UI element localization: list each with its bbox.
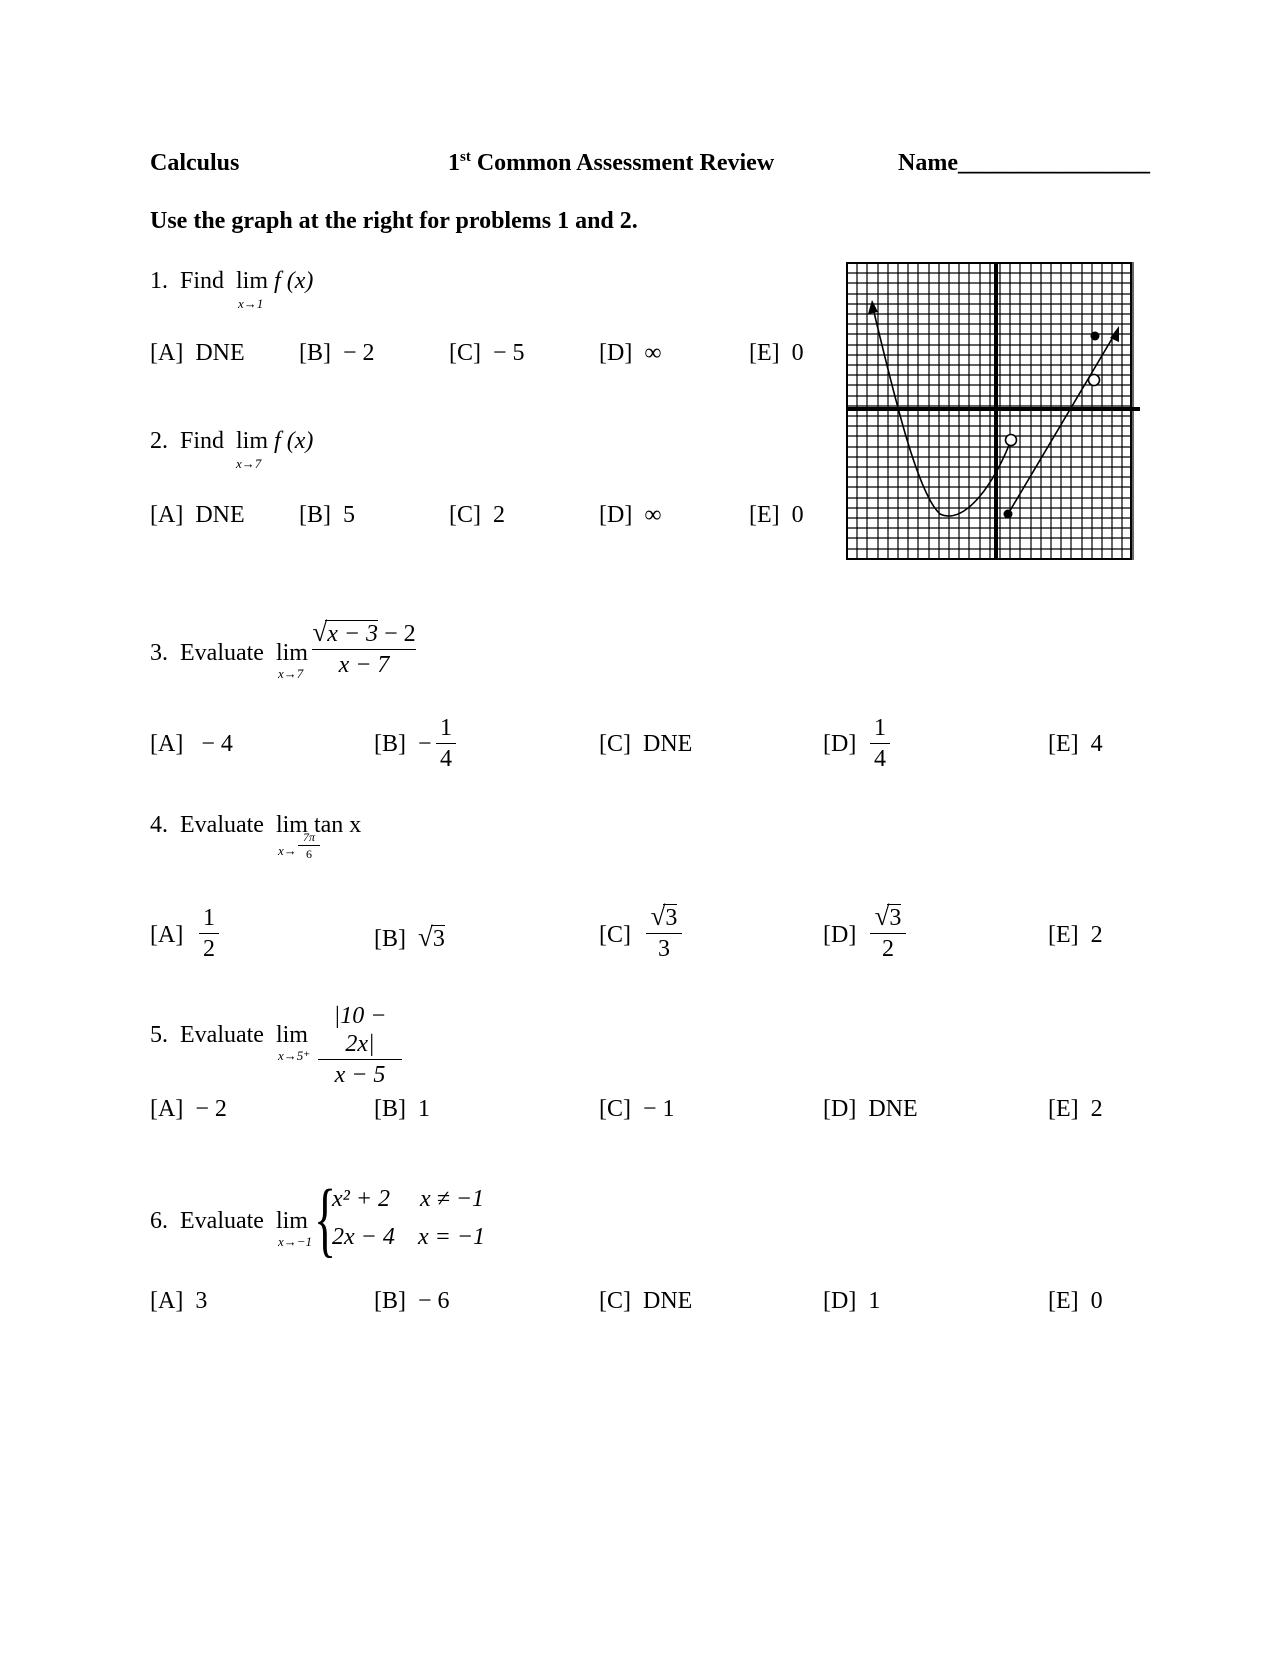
answer-option: [D] xyxy=(823,731,857,757)
piecewise-condition-1: x ≠ −1 xyxy=(420,1186,485,1212)
answer-fraction: 1 4 xyxy=(436,714,456,773)
answer-option: [A] DNE xyxy=(150,502,245,528)
answer-option: [C] − 1 xyxy=(599,1096,675,1122)
problem-statement: 5. Evaluate lim xyxy=(150,1022,308,1048)
function-graph xyxy=(846,262,1140,560)
answer-option: [A] DNE xyxy=(150,340,245,366)
piecewise-case-1: x² + 2 xyxy=(332,1186,391,1212)
answer-option: [C] − 5 xyxy=(449,340,525,366)
answer-option: [D] ∞ xyxy=(599,502,662,528)
answer-option: [B] √3 xyxy=(374,922,445,952)
answer-option: [E] 0 xyxy=(1048,1288,1103,1314)
answer-option: [E] 2 xyxy=(1048,1096,1103,1122)
piecewise-condition-2: x = −1 xyxy=(418,1224,486,1250)
limit-subscript: x→5⁺ xyxy=(278,1048,311,1063)
problem-statement: 1. Find lim f (x) xyxy=(150,268,314,294)
piecewise-brace: { xyxy=(314,1173,337,1266)
answer-option: [A] 3 xyxy=(150,1288,208,1314)
answer-option: [C] DNE xyxy=(599,1288,693,1314)
course-title: Calculus xyxy=(150,150,240,176)
answer-fraction: √3 2 xyxy=(870,902,906,963)
answer-option: [B] − 2 xyxy=(299,340,375,366)
limit-subscript: x→7 xyxy=(236,456,262,471)
limit-expression: |10 − 2x| x − 5 xyxy=(318,1002,402,1089)
answer-option: [E] 0 xyxy=(749,502,804,528)
limit-expression: √x − 3 − 2 x − 7 xyxy=(312,617,416,678)
answer-option: [E] 4 xyxy=(1048,731,1103,757)
answer-option: [B] − xyxy=(374,731,432,757)
instructions: Use the graph at the right for problems 1 and 2. xyxy=(150,208,638,234)
answer-option: [B] 5 xyxy=(299,502,355,528)
answer-fraction: √3 3 xyxy=(646,902,682,963)
open-circle xyxy=(1006,435,1017,446)
open-circle xyxy=(1089,375,1100,386)
closed-dot xyxy=(1004,510,1013,519)
answer-option: [B] − 6 xyxy=(374,1288,450,1314)
piecewise-case-2: 2x − 4 xyxy=(332,1224,395,1250)
answer-fraction: 1 2 xyxy=(199,904,219,963)
answer-option: [D] DNE xyxy=(823,1096,918,1122)
limit-subscript: x→ xyxy=(278,843,297,858)
problem-statement: 6. Evaluate lim xyxy=(150,1208,308,1234)
answer-option: [B] 1 xyxy=(374,1096,430,1122)
limit-subscript: x→7 xyxy=(278,666,304,681)
limit-subscript-fraction: 7π 6 xyxy=(298,830,320,861)
answer-option: [D] ∞ xyxy=(599,340,662,366)
limit-subscript: x→−1 xyxy=(278,1234,313,1249)
answer-option: [A] xyxy=(150,922,184,948)
answer-option: [C] DNE xyxy=(599,731,693,757)
answer-fraction: 1 4 xyxy=(870,714,890,773)
answer-option: [E] 2 xyxy=(1048,922,1103,948)
answer-option: [A] − 2 xyxy=(150,1096,227,1122)
answer-option: [C] 2 xyxy=(449,502,505,528)
answer-option: [D] 1 xyxy=(823,1288,881,1314)
answer-option: [E] 0 xyxy=(749,340,804,366)
problem-statement: 4. Evaluate lim tan x xyxy=(150,812,362,838)
name-field: Name________________ xyxy=(898,150,1150,176)
answer-option: [A] − 4 xyxy=(150,731,233,757)
closed-dot xyxy=(1091,332,1100,341)
answer-option: [D] xyxy=(823,922,857,948)
arrow-left-icon xyxy=(868,300,878,314)
problem-statement: 3. Evaluate lim xyxy=(150,640,308,666)
problem-statement: 2. Find lim f (x) xyxy=(150,428,314,454)
page-title: 1st Common Assessment Review xyxy=(448,149,775,176)
limit-subscript: x→1 xyxy=(238,296,264,311)
answer-option: [C] xyxy=(599,922,631,948)
